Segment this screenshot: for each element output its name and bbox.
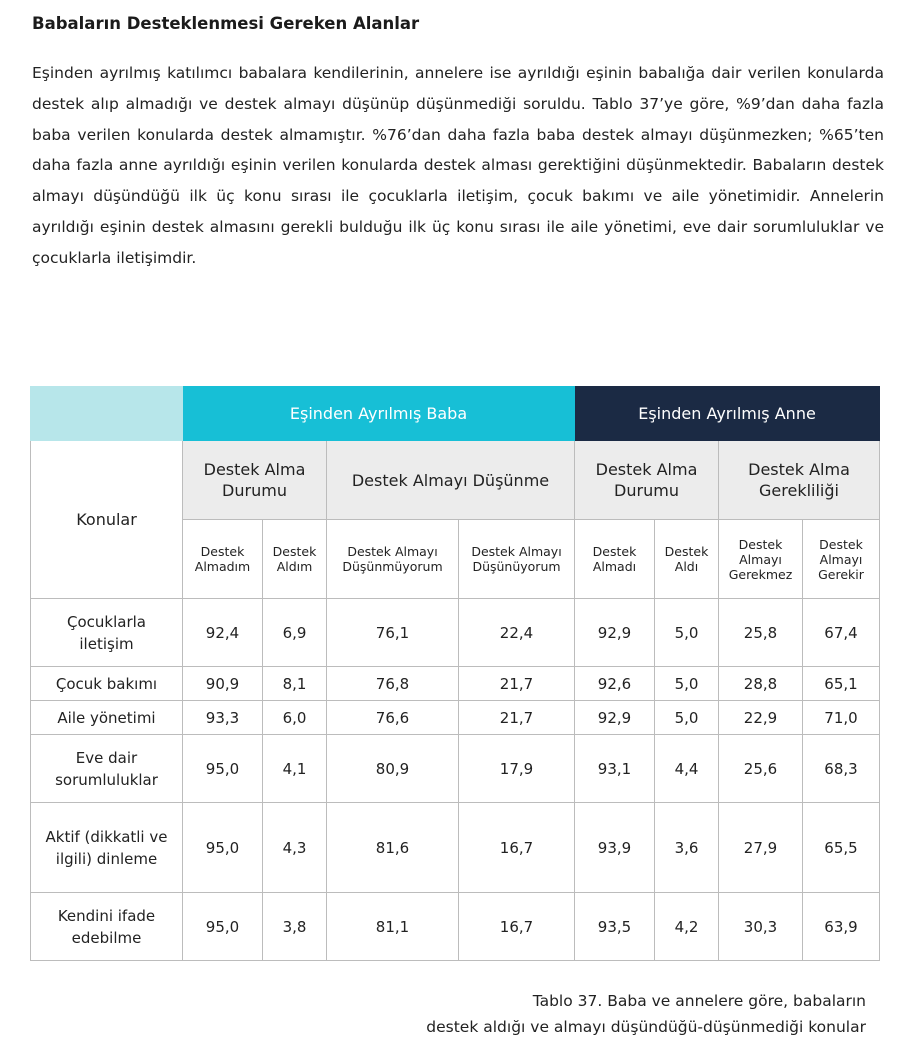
subgroup-header: Destek Alma Durumu	[575, 441, 719, 520]
value-cell: 22,9	[719, 701, 803, 735]
value-cell: 93,5	[575, 893, 655, 961]
value-cell: 16,7	[459, 803, 575, 893]
value-cell: 67,4	[803, 599, 880, 667]
value-cell: 27,9	[719, 803, 803, 893]
value-cell: 17,9	[459, 735, 575, 803]
group-header-baba: Eşinden Ayrılmış Baba	[183, 387, 575, 441]
value-cell: 21,7	[459, 667, 575, 701]
value-cell: 95,0	[183, 803, 263, 893]
value-cell: 4,4	[655, 735, 719, 803]
value-cell: 92,9	[575, 701, 655, 735]
subgroup-header: Destek Alma Gerekliliği	[719, 441, 880, 520]
value-cell: 76,6	[327, 701, 459, 735]
column-header: Destek Almayı Gerekir	[803, 520, 880, 599]
table-caption	[426, 988, 866, 1040]
value-cell: 5,0	[655, 701, 719, 735]
group-header-anne: Eşinden Ayrılmış Anne	[575, 387, 880, 441]
value-cell: 3,6	[655, 803, 719, 893]
value-cell: 68,3	[803, 735, 880, 803]
value-cell: 81,1	[327, 893, 459, 961]
header-corner	[31, 387, 183, 441]
row-label: Aile yönetimi	[31, 701, 183, 735]
value-cell: 93,3	[183, 701, 263, 735]
value-cell: 65,1	[803, 667, 880, 701]
value-cell: 5,0	[655, 667, 719, 701]
value-cell: 4,2	[655, 893, 719, 961]
table-row	[31, 701, 880, 735]
table-row	[31, 667, 880, 701]
value-cell: 25,8	[719, 599, 803, 667]
column-header: Destek Almayı Düşünüyorum	[459, 520, 575, 599]
table-row	[31, 803, 880, 893]
value-cell: 92,4	[183, 599, 263, 667]
row-label: Eve dair sorumluluklar	[31, 735, 183, 803]
value-cell: 30,3	[719, 893, 803, 961]
row-label: Kendini ifade edebilme	[31, 893, 183, 961]
value-cell: 80,9	[327, 735, 459, 803]
value-cell: 92,6	[575, 667, 655, 701]
value-cell: 4,3	[263, 803, 327, 893]
value-cell: 8,1	[263, 667, 327, 701]
column-header: Destek Almayı Düşünmüyorum	[327, 520, 459, 599]
value-cell: 63,9	[803, 893, 880, 961]
value-cell: 95,0	[183, 735, 263, 803]
value-cell: 6,9	[263, 599, 327, 667]
subgroup-header: Destek Alma Durumu	[183, 441, 327, 520]
value-cell: 90,9	[183, 667, 263, 701]
row-label: Aktif (dikkatli ve ilgili) dinleme	[31, 803, 183, 893]
value-cell: 21,7	[459, 701, 575, 735]
caption-line: destek aldığı ve almayı düşündüğü-düşünmediği konular	[426, 1018, 866, 1036]
table-row	[31, 599, 880, 667]
caption-line: Tablo 37. Baba ve annelere göre, babaların	[532, 992, 866, 1010]
column-header: Destek Aldım	[263, 520, 327, 599]
row-label: Çocuklarla iletişim	[31, 599, 183, 667]
value-cell: 22,4	[459, 599, 575, 667]
value-cell: 25,6	[719, 735, 803, 803]
section-heading: Babaların Desteklenmesi Gereken Alanlar	[32, 14, 420, 33]
value-cell: 4,1	[263, 735, 327, 803]
value-cell: 16,7	[459, 893, 575, 961]
value-cell: 93,1	[575, 735, 655, 803]
value-cell: 76,8	[327, 667, 459, 701]
value-cell: 65,5	[803, 803, 880, 893]
value-cell: 92,9	[575, 599, 655, 667]
support-table	[30, 386, 880, 961]
value-cell: 71,0	[803, 701, 880, 735]
subgroup-header: Destek Almayı Düşünme	[327, 441, 575, 520]
value-cell: 28,8	[719, 667, 803, 701]
value-cell: 81,6	[327, 803, 459, 893]
intro-paragraph: Eşinden ayrılmış katılımcı babalara kendilerinin, annelere ise ayrıldığı eşinin babalığa dair verilen konularda destek alıp almadığı ve destek almayı düşünüp düşünmediği soruldu. Tablo 37’ye göre, %9’dan daha fazla baba verilen konularda destek almamıştır. %76’dan daha fazla baba destek almayı düşünmezken; %65’ten daha fazla anne ayrıldığı eşinin verilen konularda destek alması gerektiğini düşünmektedir. Babaların destek almayı düşündüğü ilk üç konu sırası ile çocuklarla iletişim, çocuk bakımı ve aile yönetimidir. Annelerin ayrıldığı eşinin destek almasını gerekli bulduğu ilk üç konu sırası ile aile yönetimi, eve dair sorumluluklar ve çocuklarla iletişimdir.	[32, 64, 884, 267]
value-cell: 95,0	[183, 893, 263, 961]
konular-header: Konular	[31, 441, 183, 599]
value-cell: 6,0	[263, 701, 327, 735]
value-cell: 3,8	[263, 893, 327, 961]
table-row	[31, 735, 880, 803]
value-cell: 5,0	[655, 599, 719, 667]
value-cell: 76,1	[327, 599, 459, 667]
column-header: Destek Aldı	[655, 520, 719, 599]
column-header: Destek Almadı	[575, 520, 655, 599]
column-header: Destek Almayı Gerekmez	[719, 520, 803, 599]
table-row	[31, 893, 880, 961]
row-label: Çocuk bakımı	[31, 667, 183, 701]
value-cell: 93,9	[575, 803, 655, 893]
column-header: Destek Almadım	[183, 520, 263, 599]
